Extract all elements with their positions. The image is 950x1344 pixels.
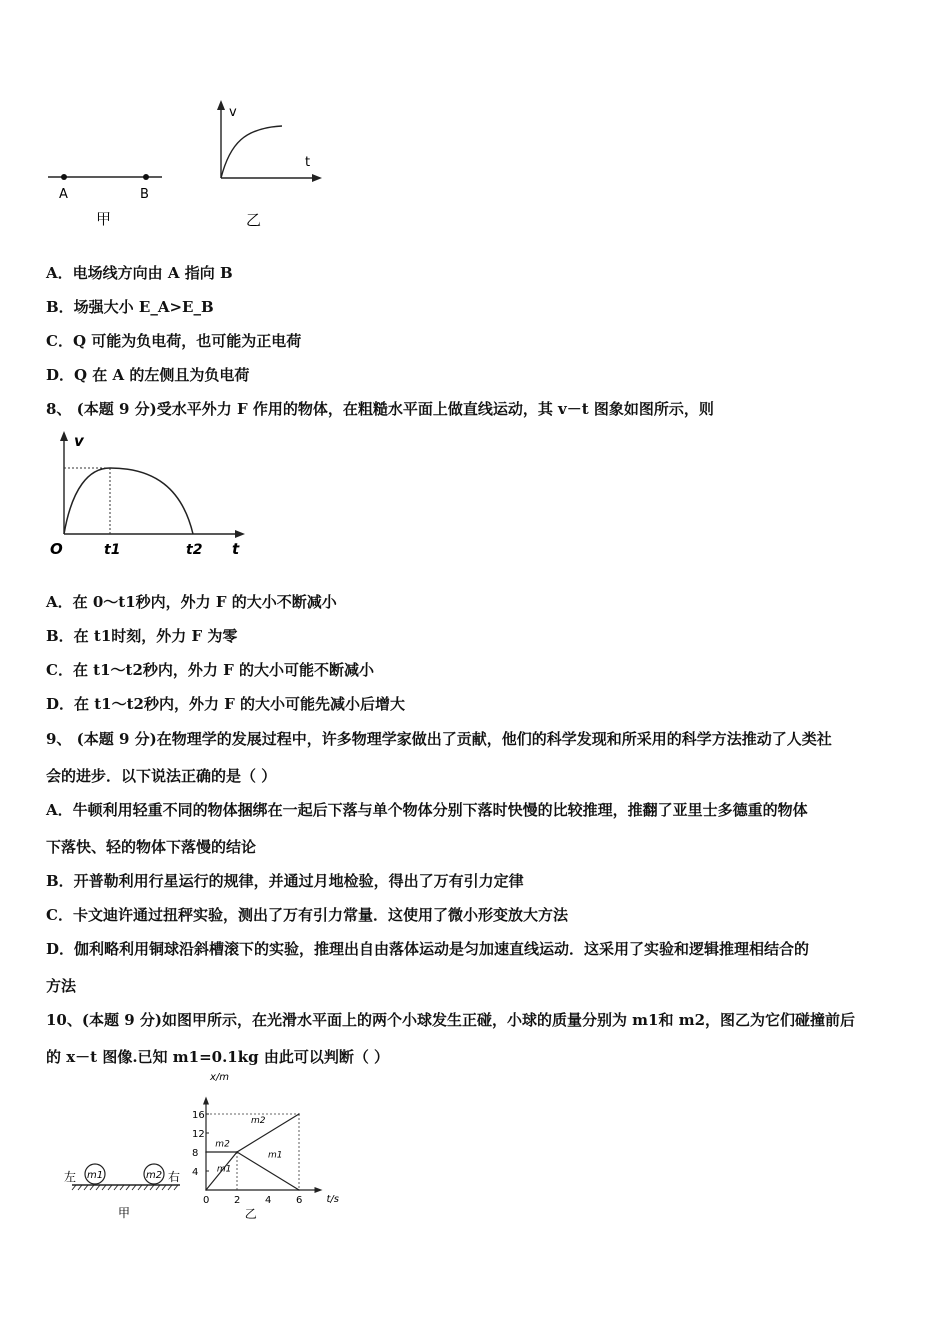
right-label: 右: [168, 1170, 181, 1184]
q8-v-label: v: [74, 432, 84, 450]
q10-stem-line2: 的 x－t 图像.已知 m1=0.1kg 由此可以判断（ ）: [46, 1048, 390, 1066]
y-tick-label-1: 8: [192, 1148, 199, 1159]
label-m2-before: m2: [215, 1139, 230, 1150]
q8-v-t-curve: [64, 468, 193, 534]
figure-field-line: [40, 160, 170, 230]
q9-option-a-line1: A．牛顿利用轻重不同的物体捆绑在一起后下落与单个物体分别下落时快慢的比较推理，推翻了亚里士多德重的物体: [46, 801, 808, 819]
q8-option-b: B．在 t1时刻，外力 F 为零: [46, 627, 238, 645]
series-point-m1-0: [205, 1189, 207, 1191]
series-point-m2-2: [298, 1113, 300, 1115]
q9-option-d-line2: 方法: [46, 977, 77, 995]
figure-q10-jia-caption: 甲: [118, 1206, 131, 1220]
q9-option-c: C．卡文迪许通过扭秤实验，测出了万有引力常量．这使用了微小形变放大方法: [46, 906, 568, 924]
x-tick-label-1: 2: [234, 1195, 241, 1206]
ball-m2-label: m2: [146, 1170, 163, 1181]
q7-option-d: D．Q 在 A 的左侧且为负电荷: [46, 366, 250, 384]
point-b-label: B: [140, 187, 149, 202]
q8-origin-label: O: [50, 540, 63, 558]
q7-option-c: C．Q 可能为负电荷，也可能为正电荷: [46, 332, 302, 350]
point-b-dot: [143, 174, 149, 180]
ball-m1-label: m1: [87, 1170, 104, 1181]
label-m2-after: m2: [250, 1116, 266, 1127]
v-axis-label: v: [229, 105, 237, 120]
x-tick-label-2: 4: [265, 1195, 272, 1206]
q8-t-label: t: [232, 540, 240, 558]
q7-option-b: B．场强大小 E_A>E_B: [46, 298, 214, 316]
q9-option-a-line2: 下落快、轻的物体下落慢的结论: [46, 838, 257, 856]
x-t-x-axis-arrow: [315, 1187, 323, 1193]
q9-stem-line1: 9、 (本题 9 分)在物理学的发展过程中，许多物理学家做出了贡献，他们的科学发现和所采用的科学方法推动了人类社: [46, 730, 832, 748]
series-point-m1-2: [298, 1189, 300, 1191]
label-m1-after: m1: [268, 1150, 283, 1161]
q8-t1-label: t1: [104, 542, 121, 558]
q8-option-c: C．在 t1～t2秒内，外力 F 的大小可能不断减小: [46, 661, 374, 679]
y-tick-label-2: 12: [192, 1129, 205, 1140]
q8-t2-label: t2: [186, 542, 203, 558]
q8-v-axis-arrow: [60, 431, 68, 441]
figure-q8-v-t: [44, 428, 254, 563]
figure-yi-caption: 乙: [246, 211, 262, 229]
point-a-label: A: [59, 187, 68, 202]
left-label: 左: [64, 1170, 77, 1184]
figure-q10-balls: [62, 1155, 192, 1225]
series-point-m2-1: [236, 1151, 238, 1153]
q9-stem-line2: 会的进步．以下说法正确的是（ ）: [46, 767, 277, 785]
q8-option-a: A．在 0～t1秒内，外力 F 的大小不断减小: [46, 593, 337, 611]
q9-option-d-line1: D．伽利略利用铜球沿斜槽滚下的实验，推理出自由落体运动是匀加速直线运动．这采用了实验和逻辑推理相结合的: [46, 940, 810, 958]
y-tick-label-0: 4: [192, 1167, 199, 1178]
figure-q10-yi-caption: 乙: [244, 1207, 257, 1220]
ground-hatching: [72, 1185, 178, 1190]
q9-option-b: B．开普勒利用行星运行的规律，并通过月地检验，得出了万有引力定律: [46, 872, 524, 890]
y-tick-label-3: 16: [192, 1110, 205, 1121]
q8-t-axis-arrow: [235, 530, 245, 538]
figure-q10-x-t-chart: [186, 1070, 346, 1220]
figure-jia-caption: 甲: [96, 210, 112, 228]
x-tick-label-3: 6: [296, 1195, 303, 1206]
q7-option-a: A．电场线方向由 A 指向 B: [46, 264, 233, 282]
figure-v-t-small: [210, 98, 330, 233]
series-point-m2-0: [205, 1151, 207, 1153]
y-axis-label: x/m: [210, 1072, 230, 1083]
t-axis-arrow: [312, 174, 322, 182]
q8-option-d: D．在 t1～t2秒内，外力 F 的大小可能先减小后增大: [46, 695, 406, 713]
x-tick-label-0: 0: [203, 1195, 210, 1206]
t-axis-label: t: [305, 155, 311, 170]
q10-stem-line1: 10、(本题 9 分)如图甲所示，在光滑水平面上的两个小球发生正碰，小球的质量分别为 m1和 m2，图乙为它们碰撞前后: [46, 1011, 856, 1029]
v-axis-arrow: [217, 100, 225, 110]
label-m1-before: m1: [216, 1164, 232, 1175]
point-a-dot: [61, 174, 67, 180]
x-t-y-axis-arrow: [203, 1097, 209, 1105]
x-axis-label: t/s: [326, 1194, 339, 1205]
q8-stem: 8、 (本题 9 分)受水平外力 F 作用的物体，在粗糙水平面上做直线运动，其 v－t 图象如图所示，则: [46, 400, 714, 418]
v-t-curve: [221, 126, 282, 178]
